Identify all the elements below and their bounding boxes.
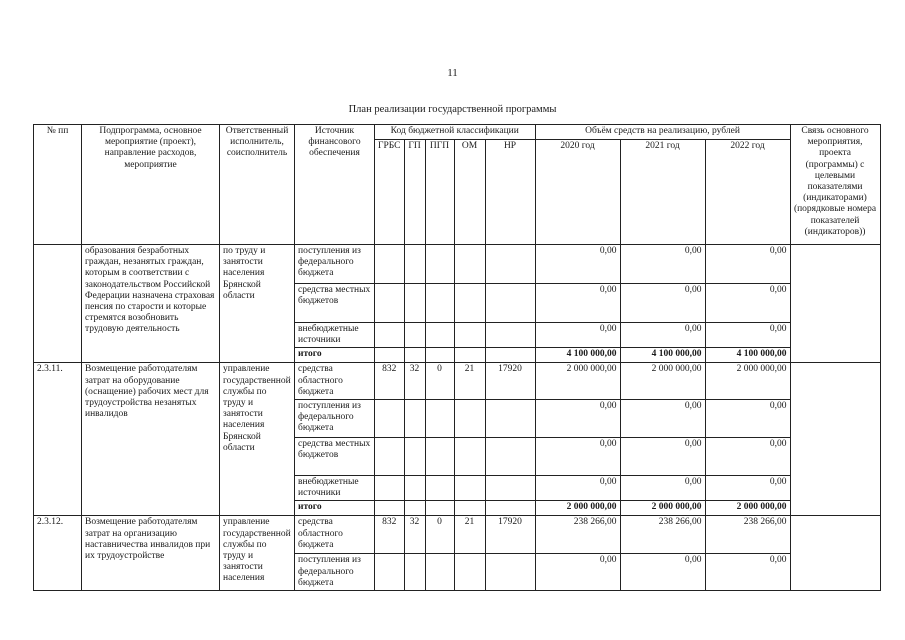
cell-grbs (375, 438, 405, 476)
header-source: Источник финансового обеспечения (295, 125, 375, 245)
cell-y2021: 2 000 000,00 (620, 363, 705, 400)
cell-nr (485, 245, 535, 284)
cell-y2021: 0,00 (620, 323, 705, 348)
header-subprogram: Подпрограмма, основное мероприятие (проект), направление расходов, мероприятие (82, 125, 220, 245)
cell-y2022: 0,00 (705, 245, 790, 284)
cell-pgp: 0 (425, 516, 454, 554)
table-row (34, 516, 881, 554)
cell-gp: 32 (404, 363, 425, 400)
cell-grbs (375, 323, 405, 348)
plan-table (33, 124, 881, 591)
cell-y2020: 0,00 (535, 400, 620, 438)
cell-y2022: 2 000 000,00 (705, 501, 790, 516)
cell-y2021: 0,00 (620, 400, 705, 438)
cell-pgp (425, 245, 454, 284)
page-number: 11 (447, 67, 458, 79)
cell-pgp (425, 284, 454, 323)
cell-pgp (425, 476, 454, 501)
cell-om (454, 348, 485, 363)
cell-pgp (425, 323, 454, 348)
table-row (34, 363, 881, 400)
table-row (34, 245, 881, 284)
cell-pgp (425, 554, 454, 591)
funding-source: поступления из федерального бюджета (295, 245, 375, 284)
cell-y2022: 0,00 (705, 438, 790, 476)
funding-source: поступления из федерального бюджета (295, 400, 375, 438)
cell-y2021: 4 100 000,00 (620, 348, 705, 363)
funding-source: итого (295, 501, 375, 516)
header-pgp: ПГП (425, 140, 454, 245)
cell-y2021: 0,00 (620, 245, 705, 284)
cell-gp (404, 438, 425, 476)
cell-y2020: 0,00 (535, 245, 620, 284)
item-name: Возмещение работодателям затрат на организацию наставничества инвалидов при их трудоустройстве (82, 516, 220, 591)
item-executor: по труду и занятости населения Брянской области (220, 245, 295, 363)
cell-gp (404, 323, 425, 348)
cell-nr (485, 501, 535, 516)
cell-om (454, 400, 485, 438)
cell-om (454, 245, 485, 284)
cell-y2020: 0,00 (535, 323, 620, 348)
funding-source: средства областного бюджета (295, 516, 375, 554)
cell-gp (404, 284, 425, 323)
cell-y2020: 2 000 000,00 (535, 363, 620, 400)
item-executor: управление государственной службы по труду и занятости населения Брянской области (220, 363, 295, 516)
cell-y2022: 2 000 000,00 (705, 363, 790, 400)
cell-om (454, 501, 485, 516)
cell-grbs (375, 245, 405, 284)
plan-table-body (34, 125, 881, 591)
cell-om: 21 (454, 363, 485, 400)
funding-source: внебюджетные источники (295, 323, 375, 348)
cell-grbs (375, 476, 405, 501)
cell-y2022: 238 266,00 (705, 516, 790, 554)
cell-pgp (425, 348, 454, 363)
item-name: Возмещение работодателям затрат на оборудование (оснащение) рабочих мест для трудоустройства незанятых инвалидов (82, 363, 220, 516)
cell-y2020: 2 000 000,00 (535, 501, 620, 516)
funding-source: поступления из федерального бюджета (295, 554, 375, 591)
cell-grbs (375, 554, 405, 591)
cell-nr (485, 438, 535, 476)
cell-y2021: 0,00 (620, 284, 705, 323)
cell-y2021: 238 266,00 (620, 516, 705, 554)
cell-nr (485, 400, 535, 438)
header-om: ОМ (454, 140, 485, 245)
cell-gp (404, 476, 425, 501)
header-2022: 2022 год (705, 140, 790, 245)
cell-gp (404, 245, 425, 284)
item-indicator-link (790, 516, 880, 591)
header-2021: 2021 год (620, 140, 705, 245)
cell-y2022: 0,00 (705, 323, 790, 348)
funding-source: средства местных бюджетов (295, 284, 375, 323)
cell-pgp: 0 (425, 363, 454, 400)
header-budget-code: Код бюджетной классификации (375, 125, 536, 140)
cell-nr (485, 284, 535, 323)
cell-nr (485, 476, 535, 501)
item-name: образования безработных граждан, незанятых граждан, которым в соответствии с законодательством Российской Федерации назначена страховая пенсия по старости и которые стремятся возобновить трудовую деятельность (82, 245, 220, 363)
cell-gp (404, 348, 425, 363)
cell-gp (404, 554, 425, 591)
cell-y2020: 0,00 (535, 554, 620, 591)
cell-y2022: 0,00 (705, 476, 790, 501)
item-number: 2.3.11. (34, 363, 82, 516)
item-number (34, 245, 82, 363)
funding-source: средства местных бюджетов (295, 438, 375, 476)
header-nr: НР (485, 140, 535, 245)
cell-grbs (375, 400, 405, 438)
cell-pgp (425, 501, 454, 516)
cell-nr (485, 323, 535, 348)
cell-y2021: 0,00 (620, 476, 705, 501)
cell-pgp (425, 438, 454, 476)
cell-gp (404, 501, 425, 516)
cell-y2022: 0,00 (705, 284, 790, 323)
cell-y2020: 0,00 (535, 438, 620, 476)
header-2020: 2020 год (535, 140, 620, 245)
header-grbs: ГРБС (375, 140, 405, 245)
header-executor: Ответственный исполнитель, соисполнитель (220, 125, 295, 245)
cell-y2021: 0,00 (620, 554, 705, 591)
cell-om (454, 323, 485, 348)
document-title: План реализации государственной программы (348, 104, 557, 115)
cell-grbs: 832 (375, 363, 405, 400)
cell-pgp (425, 400, 454, 438)
cell-y2021: 0,00 (620, 438, 705, 476)
header-funds: Объём средств на реализацию, рублей (535, 125, 790, 140)
cell-y2020: 4 100 000,00 (535, 348, 620, 363)
cell-y2021: 2 000 000,00 (620, 501, 705, 516)
cell-y2020: 238 266,00 (535, 516, 620, 554)
cell-om (454, 476, 485, 501)
header-gp: ГП (404, 140, 425, 245)
cell-nr (485, 348, 535, 363)
cell-grbs (375, 284, 405, 323)
cell-nr: 17920 (485, 363, 535, 400)
cell-grbs: 832 (375, 516, 405, 554)
cell-om (454, 554, 485, 591)
cell-y2020: 0,00 (535, 476, 620, 501)
header-num: № пп (34, 125, 82, 245)
cell-grbs (375, 501, 405, 516)
cell-y2020: 0,00 (535, 284, 620, 323)
cell-y2022: 0,00 (705, 554, 790, 591)
cell-om: 21 (454, 516, 485, 554)
item-executor: управление государственной службы по труду и занятости населения (220, 516, 295, 591)
cell-grbs (375, 348, 405, 363)
funding-source: итого (295, 348, 375, 363)
cell-gp: 32 (404, 516, 425, 554)
funding-source: внебюджетные источники (295, 476, 375, 501)
item-number: 2.3.12. (34, 516, 82, 591)
cell-om (454, 284, 485, 323)
header-link: Связь основного мероприятия, проекта (программы) с целевыми показателями (индикаторами) (порядковые номера показателей (индикаторов)) (790, 125, 880, 245)
item-indicator-link (790, 245, 880, 363)
cell-om (454, 438, 485, 476)
cell-gp (404, 400, 425, 438)
cell-y2022: 0,00 (705, 400, 790, 438)
item-indicator-link (790, 363, 880, 516)
funding-source: средства областного бюджета (295, 363, 375, 400)
cell-nr: 17920 (485, 516, 535, 554)
cell-nr (485, 554, 535, 591)
cell-y2022: 4 100 000,00 (705, 348, 790, 363)
